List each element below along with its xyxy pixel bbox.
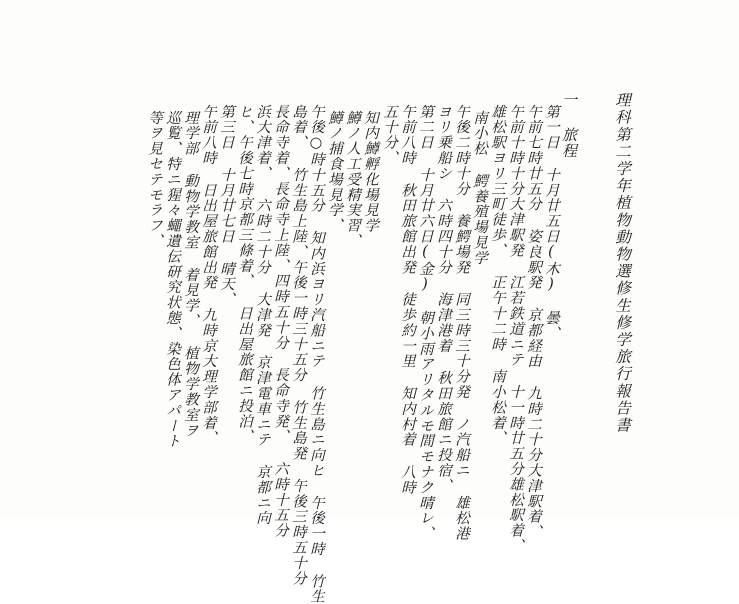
- text-line: ヒ、午後七時京都三條着、 日出屋旅館ニ投泊、: [236, 104, 252, 445]
- text-line: 等ヲ見セテモラフ、: [146, 110, 162, 249]
- text-line: 第三日 十月廿七日 晴天、: [218, 104, 234, 308]
- document-title: 理科第二学年植物動物選修生修学旅行報告書: [613, 92, 631, 434]
- text-line: 巡覧、特ニ猩々蠅遺伝研究状態、染色体アパート: [164, 110, 180, 449]
- text-line: 午前十時十分大津駅発 江若鉄道ニテ 十一時廿五分雄松駅着、: [507, 104, 523, 554]
- text-line: 雄松駅ヨリ三町徒歩、 正午十二時 南小松着、: [489, 104, 505, 446]
- text-line: 午後二時十分 養鰐場発 同三時三十分発 ノ汽船ニ 雄松港: [453, 104, 469, 542]
- text-line: 知内鱒孵化場見学: [362, 110, 378, 234]
- text-line: 島着、 竹生島上陸、午後一時三十五分 竹生島発 午後三時五十分: [290, 104, 306, 586]
- text-line: 南小松 鰐養殖場見学: [471, 110, 487, 266]
- text-line: 第二日 十月廿六日(金) 朝小雨アリタルモ間モナク晴レ、: [417, 104, 433, 542]
- section-heading: 一 旅程: [560, 92, 578, 159]
- text-line: 第一日 十月廿五日(木) 曇、: [543, 104, 559, 341]
- text-line: 理学部 動物学教室 着見学、 植物学教室ヲ: [182, 110, 198, 438]
- text-line: ヨリ乗船シ 六時四十分 海津港着 秋田旅館ニ投宿、: [435, 104, 451, 494]
- text-line: 午前七時廿五分 姿良駅発 京都経由 九時二十分大津駅着、: [525, 104, 541, 540]
- text-line: 午後○時十五分 知内浜ヨリ汽船ニテ 竹生島ニ向ヒ 午後一時 竹生: [308, 104, 324, 604]
- text-line: 午前八時 日出屋旅館出発 九時京大理学部着、: [200, 104, 216, 446]
- text-line: 五十分、: [381, 104, 397, 166]
- text-line: 鱒ノ捕食場見学、: [326, 110, 342, 234]
- text-line: 鱒ノ人工受精実習、: [344, 110, 360, 249]
- text-line: 浜大津着、 六時二十分 大津発 京津電車ニテ 京都ニ向: [254, 104, 270, 526]
- text-line: 午前八時 秋田旅館出発 徒歩約一里 知内村着 八時: [399, 104, 415, 495]
- text-line: 長命寺着、長命寺上陸、四時五十分 長命寺発、 六時十五分: [272, 104, 288, 539]
